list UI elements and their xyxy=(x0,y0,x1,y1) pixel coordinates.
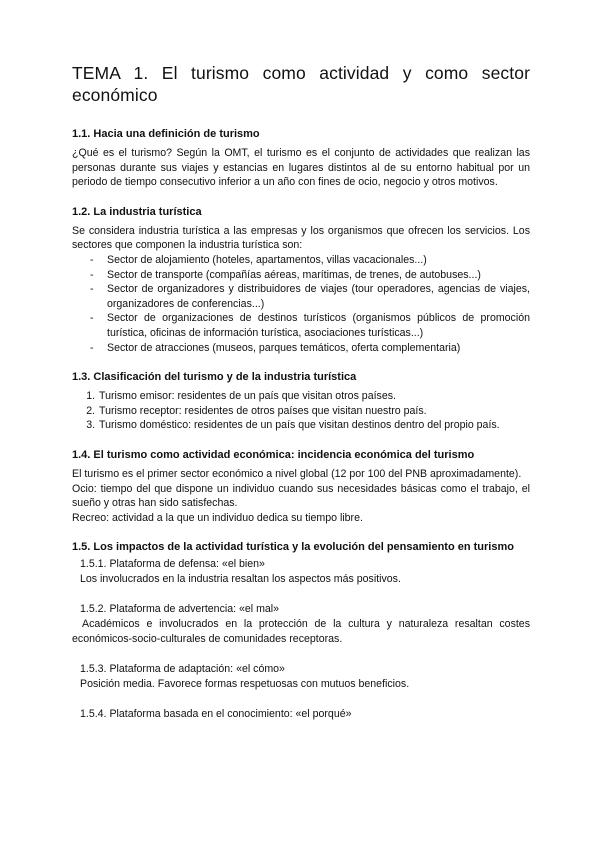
paragraph: Se considera industria turística a las empresas y los organismos que ofrecen los servicios. Los sectores que componen la industria turística son: xyxy=(72,224,530,252)
list-item: 3. Turismo doméstico: residentes de un país que visitan destinos dentro del propio país. xyxy=(98,418,530,433)
list-item: - Sector de alojamiento (hoteles, apartamentos, villas vacacionales...) xyxy=(90,253,530,268)
subsection-title: 1.5.4. Plataforma basada en el conocimiento: «el porqué» xyxy=(80,708,352,721)
list-item: - Sector de organizaciones de destinos turísticos (organismos públicos de promoción turística, oficinas de información turística, asociaciones turísticas...) xyxy=(90,311,530,340)
subsection-title: 1.5.2. Plataforma de advertencia: «el mal» xyxy=(80,603,280,616)
section-heading: 1.5. Los impactos de la actividad turística y la evolución del pensamiento en turismo xyxy=(72,541,514,554)
section-1-2 xyxy=(72,205,530,355)
section-1-3 xyxy=(72,370,530,433)
section-1-1 xyxy=(72,127,530,190)
list-item: - Sector de atracciones (museos, parques temáticos, oferta complementaria) xyxy=(90,341,530,356)
subsection-body: Académicos e involucrados en la protección de la cultura y naturaleza resaltan costes económicos-socio-culturales de comunidades receptoras. xyxy=(72,618,530,645)
paragraph: Recreo: actividad a la que un individuo dedica su tiempo libre. xyxy=(72,511,363,524)
subsection-body: Los involucrados en la industria resaltan los aspectos más positivos. xyxy=(80,572,401,585)
section-heading: 1.3. Clasificación del turismo y de la industria turística xyxy=(72,371,357,384)
list-item: 1. Turismo emisor: residentes de un país que visitan otros países. xyxy=(98,389,530,404)
page-title: TEMA 1. El turismo como actividad y como sector económico xyxy=(72,63,530,105)
subsection-title: 1.5.3. Plataforma de adaptación: «el cómo» xyxy=(80,663,285,676)
paragraph: Ocio: tiempo del que dispone un individuo cuando sus necesidades básicas como el trabajo, el sueño y otras han sido satisfechas. xyxy=(72,482,530,510)
list-item: - Sector de transporte (compañías aéreas, marítimas, de trenes, de autobuses...) xyxy=(90,268,530,283)
section-heading: 1.1. Hacia una definición de turismo xyxy=(72,128,260,140)
paragraph: ¿Qué es el turismo? Según la OMT, el turismo es el conjunto de actividades que realizan las personas durante sus viajes y estancias en lugares distintos al de su entorno habitual por un periodo de tiempo consecutivo inferior a un año con fines de ocio, negocio y otros motivos. xyxy=(72,147,530,189)
subsection-body: Posición media. Favorece formas respetuosas con mutuos beneficios. xyxy=(80,677,410,690)
classification-list xyxy=(72,389,530,433)
section-1-5 xyxy=(72,540,530,722)
document-page xyxy=(72,62,530,737)
sector-list xyxy=(72,253,530,355)
section-heading: 1.2. La industria turística xyxy=(72,205,202,218)
section-1-4 xyxy=(72,448,530,525)
subsection-title: 1.5.1. Plataforma de defensa: «el bien» xyxy=(80,558,265,571)
list-item: - Sector de organizadores y distribuidores de viajes (tour operadores, agencias de viajes, organizadores de conferencias...) xyxy=(90,282,530,311)
section-heading: 1.4. El turismo como actividad económica: incidencia económica del turismo xyxy=(72,448,475,461)
paragraph: El turismo es el primer sector económico a nivel global (12 por 100 del PNB aproximadamente). xyxy=(72,467,522,480)
list-item: 2. Turismo receptor: residentes de otros países que visitan nuestro país. xyxy=(98,404,530,419)
